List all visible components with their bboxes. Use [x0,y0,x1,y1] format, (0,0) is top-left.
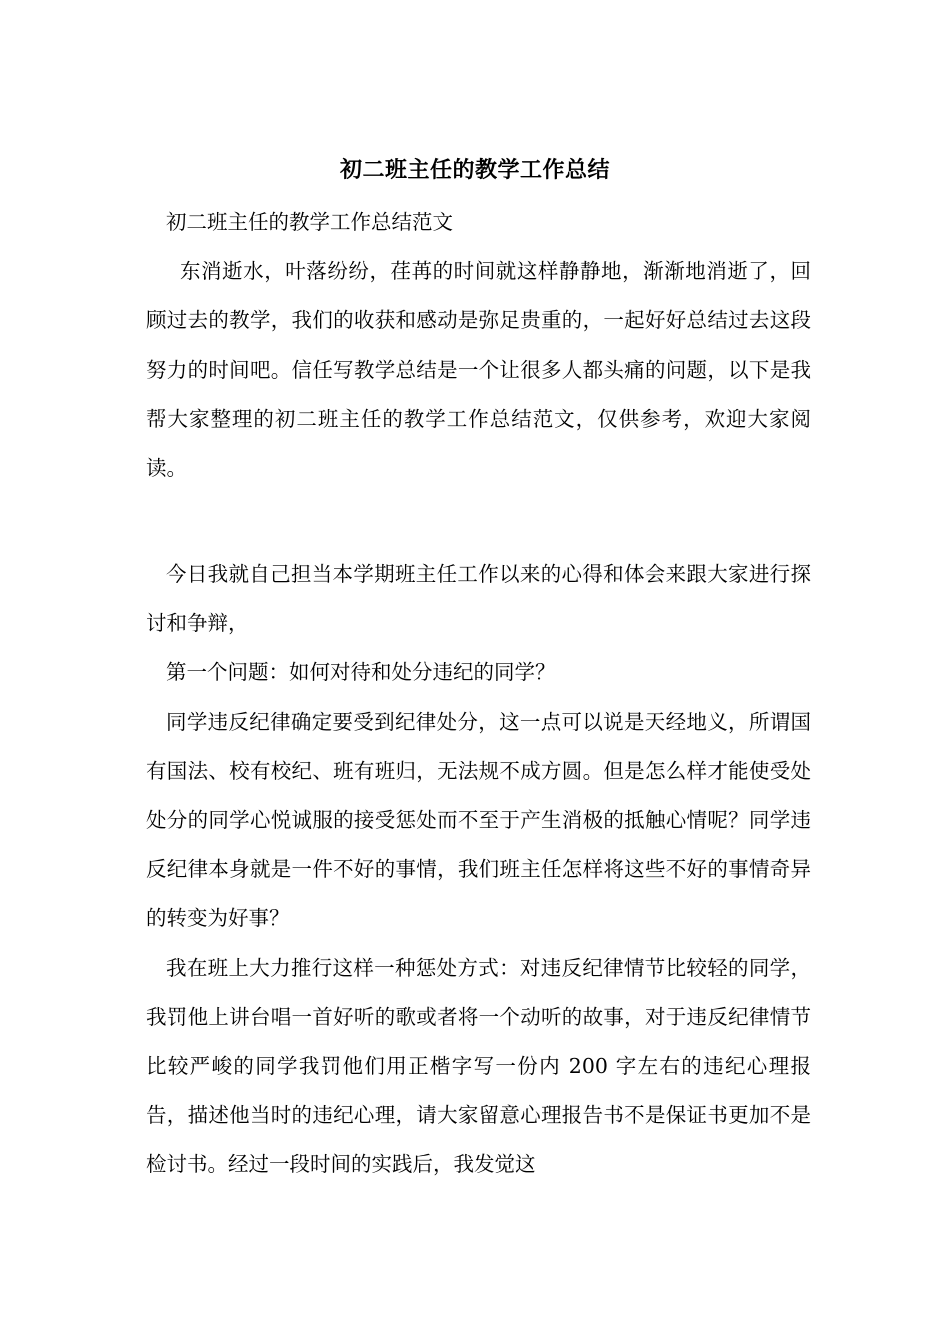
paragraph-question-one: 第一个问题：如何对待和处分违纪的同学？ [166,660,556,685]
subtitle-paragraph: 初二班主任的教学工作总结范文 [166,210,453,234]
paragraph-punishment-method: 我在班上大力推行这样一种惩处方式：对违反纪律情节比较轻的同学，我罚他上讲台唱一首好听的歌或者将一个动听的故事，对于违反纪律情节比较严峻的同学我罚他们用正楷字写一份内 200 字左右的违纪心理报告，描述他当时的违纪心理，请大家留意心理报告书不是保证书更加不是检讨书。经过一段时间的实践后，我发觉这 [146,955,811,1177]
document-title: 初二班主任的教学工作总结 [339,157,610,183]
paragraph-discussion: 今日我就自己担当本学期班主任工作以来的心得和体会来跟大家进行探讨和争辩， [146,562,811,636]
intro-paragraph: 东消逝水，叶落纷纷，荏苒的时间就这样静静地，渐渐地消逝了，回顾过去的教学，我们的收获和感动是弥足贵重的，一起好好总结过去这段努力的时间吧。信任写教学总结是一个让很多人都头痛的问题，以下是我帮大家整理的初二班主任的教学工作总结范文，仅供参考，欢迎大家阅读。 [146,259,811,481]
document-body-main [146,550,811,1190]
paragraph-discipline: 同学违反纪律确定要受到纪律处分，这一点可以说是天经地义，所谓国有国法、校有校纪、班有班归，无法规不成方圆。但是怎么样才能使受处处分的同学心悦诚服的接受惩处而不至于产生消极的抵触心情呢？同学违反纪律本身就是一件不好的事情，我们班主任怎样将这些不好的事情奇异的转变为好事？ [146,709,811,931]
document-body-top [146,198,811,493]
